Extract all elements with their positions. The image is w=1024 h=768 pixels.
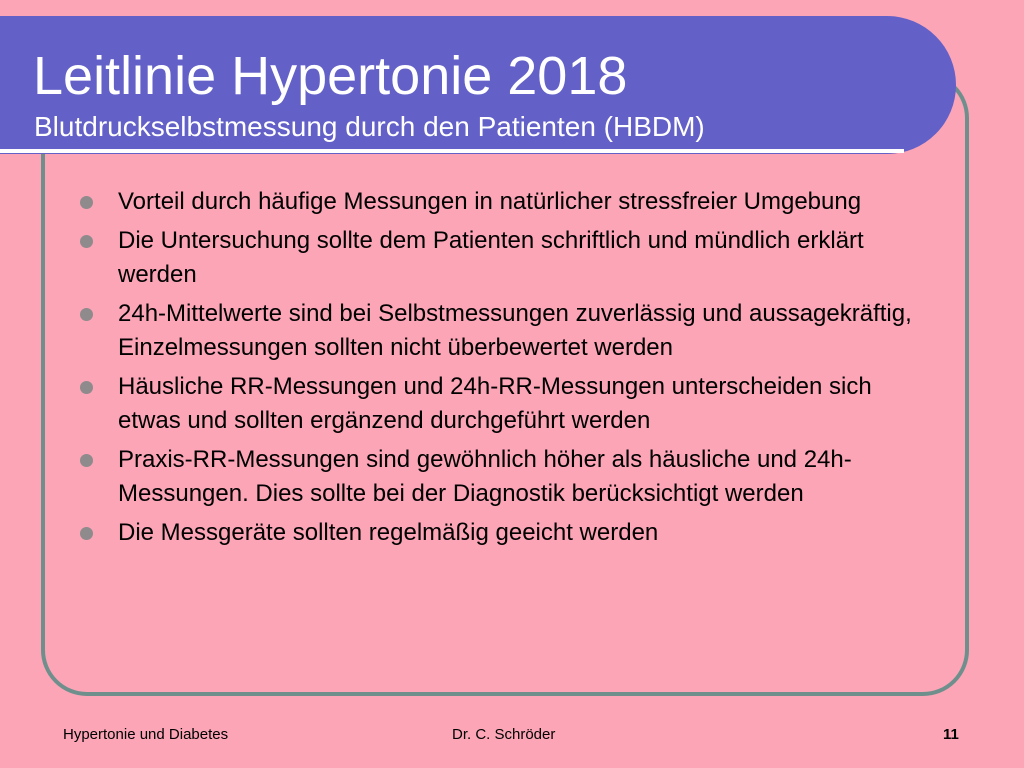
bullet-item — [80, 443, 938, 511]
footer-course-title: Hypertonie und Diabetes — [63, 726, 229, 743]
bullet-item — [80, 297, 938, 365]
bullet-item — [80, 185, 938, 219]
footer-author: Dr. C. Schröder — [452, 726, 556, 743]
bullet-dot-icon — [80, 527, 93, 540]
bullet-dot-icon — [80, 381, 93, 394]
bullet-dot-icon — [80, 308, 93, 321]
bullet-list — [80, 185, 938, 555]
slide-subtitle: Blutdruckselbstmessung durch den Patienten (HBDM) — [34, 111, 705, 142]
bullet-item — [80, 224, 938, 292]
bullet-text: Vorteil durch häufige Messungen in natürlicher stressfreier Umgebung — [118, 188, 862, 215]
bullet-item — [80, 516, 938, 550]
bullet-text: Häusliche RR-Messungen und 24h-RR-Messungen unterscheiden sich etwas und sollten ergänzend durchgeführt werden — [118, 373, 872, 434]
slide-title: Leitlinie Hypertonie 2018 — [33, 46, 628, 106]
bullet-item — [80, 370, 938, 438]
bullet-text: Die Messgeräte sollten regelmäßig geeicht werden — [118, 519, 659, 546]
bullet-dot-icon — [80, 196, 93, 209]
bullet-text: Die Untersuchung sollte dem Patienten schriftlich und mündlich erklärt werden — [118, 227, 864, 288]
bullet-text: 24h-Mittelwerte sind bei Selbstmessungen zuverlässig und aussagekräftig, Einzelmessungen sollten nicht überbewertet werden — [118, 300, 912, 361]
bullet-dot-icon — [80, 235, 93, 248]
title-divider — [0, 149, 904, 153]
bullet-dot-icon — [80, 454, 93, 467]
bullet-text: Praxis-RR-Messungen sind gewöhnlich höher als häusliche und 24h-Messungen. Dies sollte bei der Diagnostik berücksichtigt werden — [118, 446, 852, 507]
footer-page-number: 11 — [943, 726, 959, 743]
title-banner — [0, 16, 956, 154]
